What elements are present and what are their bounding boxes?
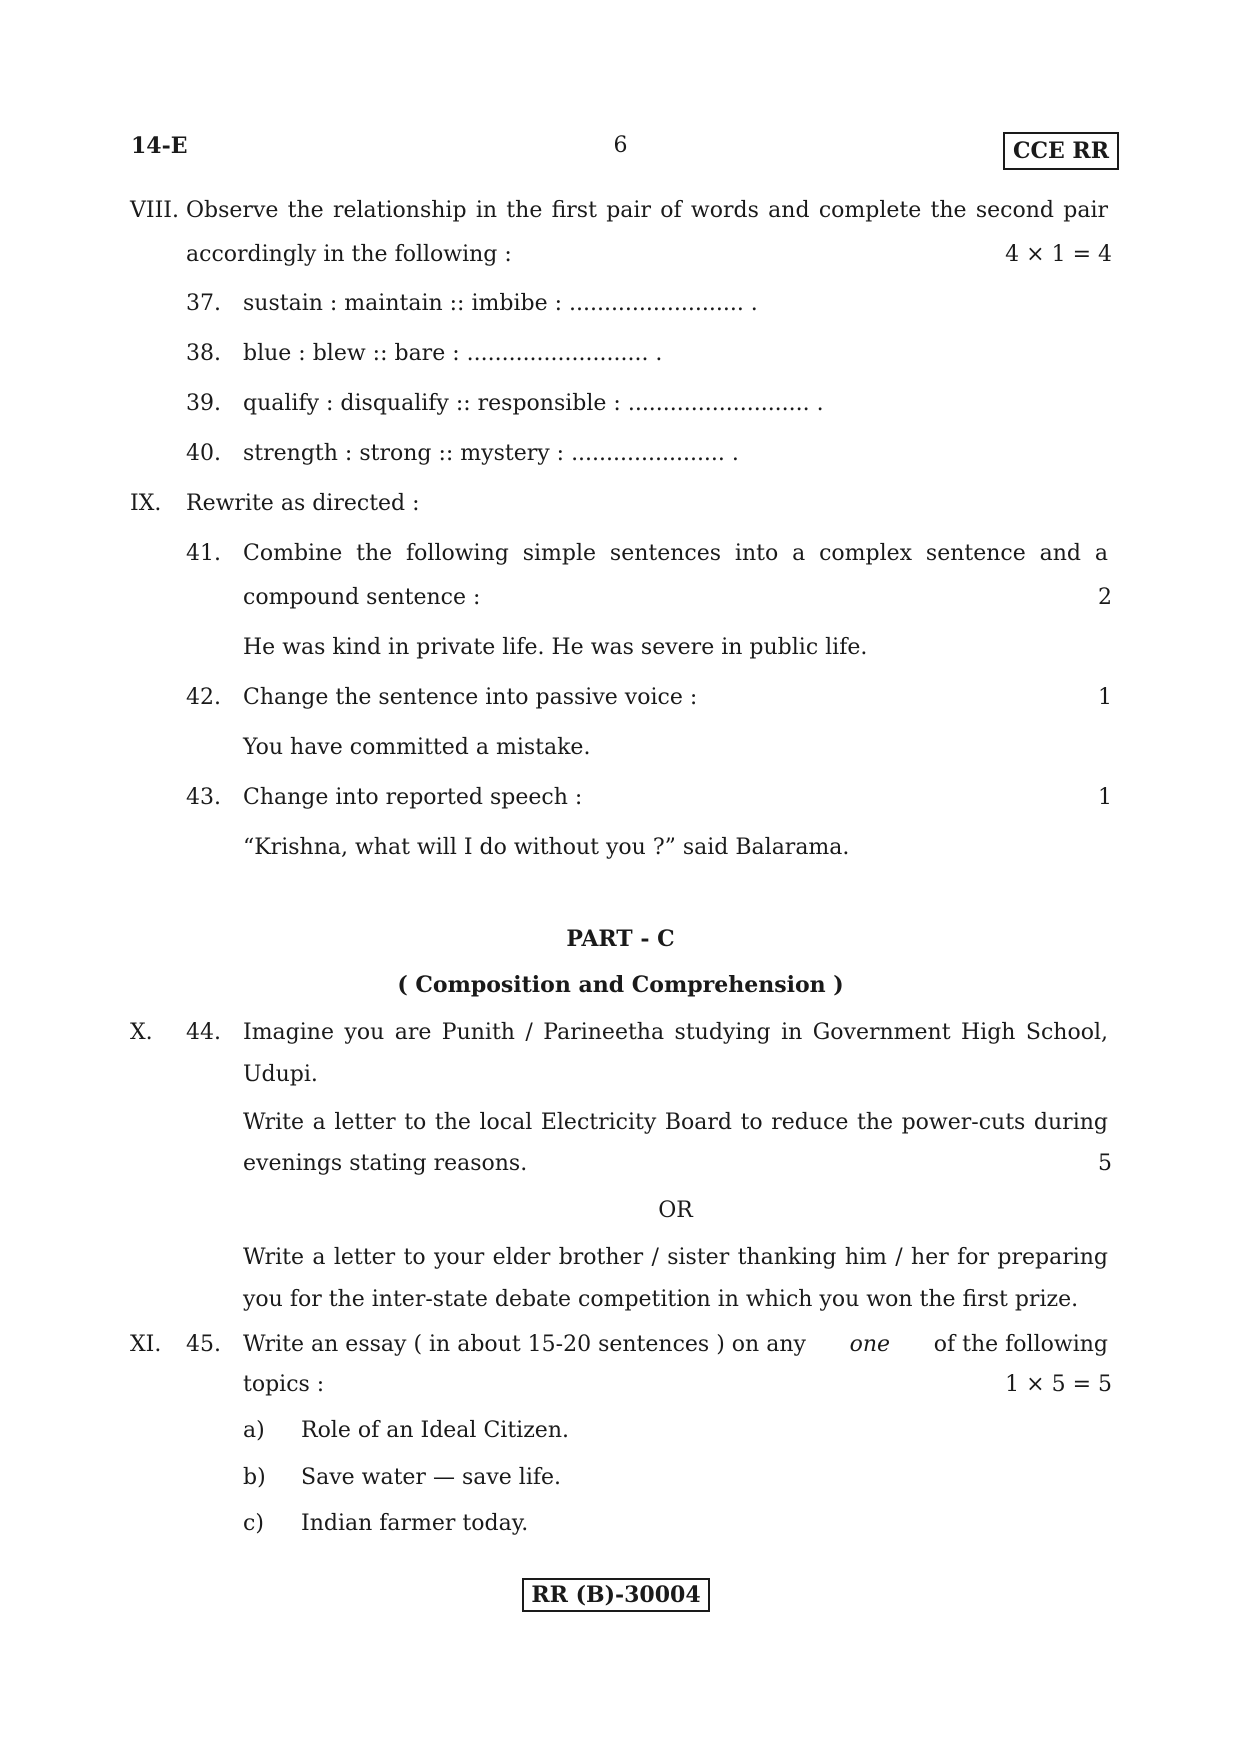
option-label-c: c) bbox=[243, 1511, 264, 1536]
section-viii-marks: 4 × 1 = 4 bbox=[1005, 242, 1112, 267]
question-43-sample: “Krishna, what will I do without you ?” said Balarama. bbox=[243, 835, 850, 860]
question-number-45: 45. bbox=[186, 1332, 221, 1357]
question-44-marks: 5 bbox=[1098, 1151, 1112, 1176]
question-text-40: strength : strong :: mystery : ...................... . bbox=[243, 441, 739, 466]
footer-code-box: RR (B)-30004 bbox=[522, 1578, 710, 1612]
question-43-text: Change into reported speech : bbox=[243, 785, 583, 810]
section-roman-ix: IX. bbox=[130, 491, 162, 516]
or-separator: OR bbox=[658, 1198, 693, 1223]
page-number: 6 bbox=[613, 133, 628, 158]
question-41-line1: Combine the following simple sentences into a complex sentence and a bbox=[243, 541, 1108, 566]
question-number-39: 39. bbox=[186, 391, 221, 416]
part-c-title: PART - C bbox=[566, 926, 675, 952]
question-number-38: 38. bbox=[186, 341, 221, 366]
question-45-marks: 1 × 5 = 5 bbox=[1005, 1372, 1112, 1397]
question-45-line2: topics : bbox=[243, 1372, 325, 1397]
question-number-41: 41. bbox=[186, 541, 221, 566]
question-43-marks: 1 bbox=[1098, 785, 1112, 810]
section-roman-xi: XI. bbox=[130, 1332, 162, 1357]
question-45-emphasis: one bbox=[849, 1332, 891, 1357]
question-44-alt-line1: Write a letter to your elder brother / sister thanking him / her for preparing bbox=[243, 1245, 1108, 1270]
option-label-a: a) bbox=[243, 1418, 265, 1443]
question-45-line1-part-a: Write an essay ( in about 15-20 sentences ) on any bbox=[243, 1332, 806, 1357]
option-text-b: Save water — save life. bbox=[301, 1465, 562, 1490]
question-44-alt-line2: you for the inter-state debate competition in which you won the first prize. bbox=[243, 1287, 1079, 1312]
section-roman-x: X. bbox=[130, 1020, 153, 1045]
question-42-text: Change the sentence into passive voice : bbox=[243, 685, 698, 710]
section-viii-instruction-line2: accordingly in the following : bbox=[186, 242, 512, 267]
question-45-line1-part-b: of the following bbox=[933, 1332, 1108, 1357]
question-number-42: 42. bbox=[186, 685, 221, 710]
question-44-line1: Imagine you are Punith / Parineetha studying in Government High School, bbox=[243, 1020, 1108, 1045]
question-number-43: 43. bbox=[186, 785, 221, 810]
question-44-line2: Udupi. bbox=[243, 1062, 318, 1087]
paper-code: 14-E bbox=[131, 133, 188, 159]
question-number-44: 44. bbox=[186, 1020, 221, 1045]
question-number-37: 37. bbox=[186, 291, 221, 316]
question-45-line1 bbox=[243, 1330, 1108, 1360]
question-number-40: 40. bbox=[186, 441, 221, 466]
question-41-marks: 2 bbox=[1098, 585, 1112, 610]
question-41-line2: compound sentence : bbox=[243, 585, 481, 610]
question-text-39: qualify : disqualify :: responsible : .......................... . bbox=[243, 391, 824, 416]
section-viii-instruction-line1: Observe the relationship in the first pair of words and complete the second pair bbox=[186, 198, 1108, 223]
question-41-sample: He was kind in private life. He was severe in public life. bbox=[243, 635, 868, 660]
section-ix-heading: Rewrite as directed : bbox=[186, 491, 420, 516]
scheme-badge: CCE RR bbox=[1003, 132, 1119, 170]
question-42-marks: 1 bbox=[1098, 685, 1112, 710]
question-42-sample: You have committed a mistake. bbox=[243, 735, 591, 760]
question-text-38: blue : blew :: bare : .......................... . bbox=[243, 341, 663, 366]
part-c-subtitle: ( Composition and Comprehension ) bbox=[397, 972, 844, 998]
question-44-line3: Write a letter to the local Electricity Board to reduce the power-cuts during bbox=[243, 1110, 1108, 1135]
section-roman-viii: VIII. bbox=[130, 198, 179, 223]
option-label-b: b) bbox=[243, 1465, 266, 1490]
question-text-37: sustain : maintain :: imbibe : ......................... . bbox=[243, 291, 758, 316]
option-text-a: Role of an Ideal Citizen. bbox=[301, 1418, 569, 1443]
option-text-c: Indian farmer today. bbox=[301, 1511, 529, 1536]
question-44-line4: evenings stating reasons. bbox=[243, 1151, 528, 1176]
